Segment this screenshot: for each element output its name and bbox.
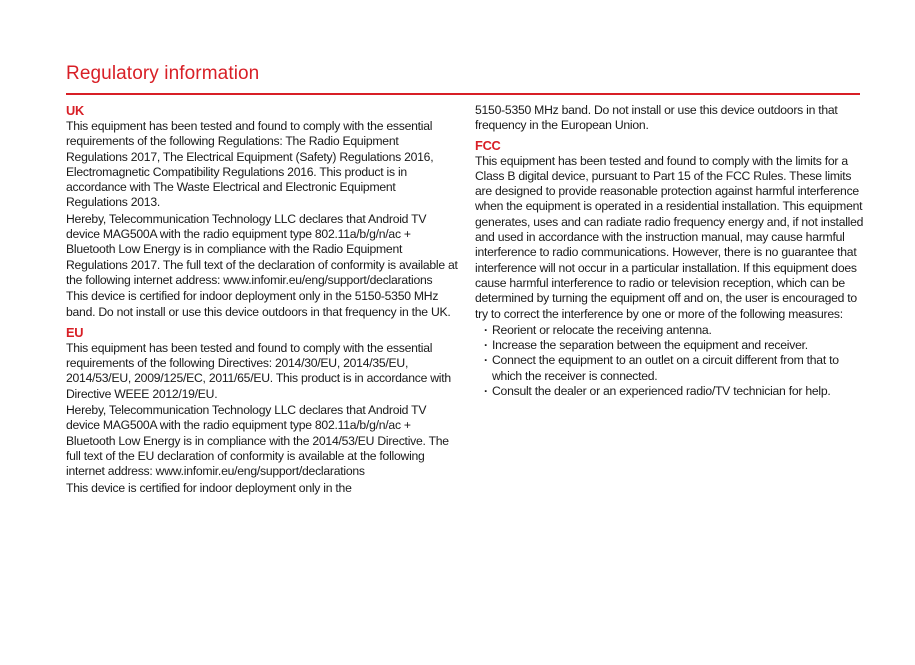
fcc-measures-list [475,323,865,399]
list-item: · Reorient or relocate the receiving antenna. [484,323,865,338]
list-item: · Connect the equipment to an outlet on a circuit different from that to which the receiver is connected. [484,353,865,384]
uk-paragraph-declaration: Hereby, Telecommunication Technology LLC declares that Android TV device MAG500A with the radio equipment type 802.11a/b/g/n/ac + Bluetooth Low Energy is in compliance with the Radio Equipment Regulations 2017. The full text of the declaration of conformity is available at the following internet address: www.infomir.eu/eng/support/declarations [66,211,458,287]
fcc-section [475,138,865,400]
eu-paragraph-indoor-start: This device is certified for indoor deployment only in the [66,480,352,495]
title-divider [66,93,860,95]
eu-paragraph-indoor-continued: 5150-5350 MHz band. Do not install or use this device outdoors in that frequency in the European Union. [475,103,838,133]
page-title: Regulatory information [66,63,260,84]
eu-section [66,325,458,496]
uk-paragraph-compliance: This equipment has been tested and found to comply with the essential requirements of the following Regulations: The Radio Equipment Regulations 2017, The Electrical Equipment (Safety) Regulations 2016, Electromagnetic Compatibility Regulations 2016. This product is in accordance with The Waste Electrical and Electronic Equipment Regulations 2013. [66,119,434,210]
right-column [475,103,865,404]
uk-paragraph-indoor: This device is certified for indoor deployment only in the 5150-5350 MHz band. Do not install or use this device outdoors in that frequency in the UK. [66,289,451,319]
uk-heading: UK [66,103,84,118]
eu-heading: EU [66,324,84,340]
list-item: · Increase the separation between the equipment and receiver. [484,338,865,353]
eu-paragraph-compliance: This equipment has been tested and found to comply with the essential requirements of the following Directives: 2014/30/EU, 2014/35/EU, 2014/53/EU, 2009/125/EC, 2011/65/EU. This product is in accordance with Directive WEEE 2012/19/EU. [66,340,451,401]
fcc-paragraph-compliance: This equipment has been tested and found to comply with the limits for a Class B digital device, pursuant to Part 15 of the FCC Rules. These limits are designed to provide reasonable protection against harmful interference when the equipment is operated in a residential installation. This equipment generates, uses and can radiate radio frequency energy and, if not installed and used in accordance with the instruction manual, may cause harmful interference to radio communications. However, there is no guarantee that interference will not occur in a particular installation. If this equipment does cause harmful interference to radio or television reception, which can be determined by turning the equipment off and on, the user is encouraged to try to correct the interference by one or more of the following measures: [475,153,864,321]
left-column [66,103,458,501]
uk-section [66,103,458,320]
list-item: · Consult the dealer or an experienced radio/TV technician for help. [484,384,865,399]
eu-paragraph-declaration: Hereby, Telecommunication Technology LLC declares that Android TV device MAG500A with the radio equipment type 802.11a/b/g/n/ac + Bluetooth Low Energy is in compliance with the 2014/53/EU Directive. The full text of the EU declaration of conformity is available at the following internet address: www.infomir.eu/eng/support/declarations [66,403,449,479]
fcc-heading: FCC [475,137,501,153]
